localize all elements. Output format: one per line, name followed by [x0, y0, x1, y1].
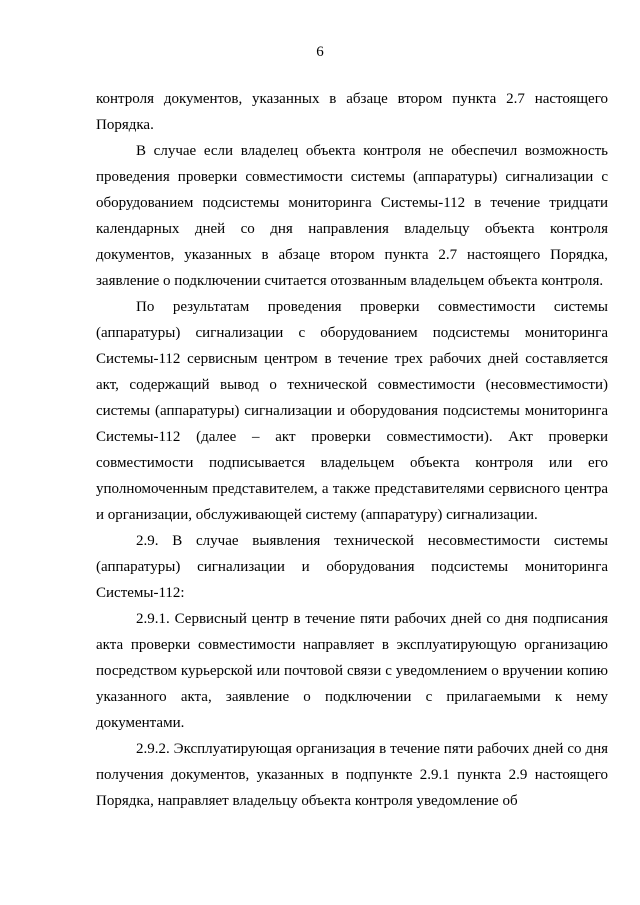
paragraph-item-2-9-2: 2.9.2. Эксплуатирующая организация в течение пяти рабочих дней со дня получения документов, указанных в подпункте 2.9.1 пункта 2.9 настоящего Порядка, направляет владельцу объекта контроля уведомление об	[96, 741, 608, 809]
paragraph-item-2-9: 2.9. В случае выявления технической несовместимости системы (аппаратуры) сигнализации и оборудования подсистемы мониторинга Системы-112:	[96, 533, 608, 601]
paragraph-continuation: контроля документов, указанных в абзаце втором пункта 2.7 настоящего Порядка.	[96, 91, 608, 133]
paragraph-item-2-9-1: 2.9.1. Сервисный центр в течение пяти рабочих дней со дня подписания акта проверки совместимости направляет в эксплуатирующую организацию посредством курьерской или почтовой связи с уведомлением о вручении копию указанного акта, заявление о подключении с прилагаемыми к нему документами.	[96, 611, 608, 731]
paragraph-compatibility-act: По результатам проведения проверки совместимости системы (аппаратуры) сигнализации с оборудованием подсистемы мониторинга Системы-112 сервисным центром в течение трех рабочих дней составляется акт, содержащий вывод о технической совместимости (несовместимости) системы (аппаратуры) сигнализации и оборудования подсистемы мониторинга Системы-112 (далее – акт проверки совместимости). Акт проверки совместимости подписывается владельцем объекта контроля или его уполномоченным представителем, а также представителями сервисного центра и организации, обслуживающей систему (аппаратуру) сигнализации.	[96, 299, 608, 523]
page-number: 6	[316, 44, 324, 60]
paragraph-owner-failure: В случае если владелец объекта контроля не обеспечил возможность проведения проверки совместимости системы (аппаратуры) сигнализации с оборудованием подсистемы мониторинга Системы-112 в течение тридцати календарных дней со дня направления владельцу объекта контроля документов, указанных в абзаце втором пункта 2.7 настоящего Порядка, заявление о подключении считается отозванным владельцем объекта контроля.	[96, 143, 608, 289]
document-body	[96, 86, 608, 814]
